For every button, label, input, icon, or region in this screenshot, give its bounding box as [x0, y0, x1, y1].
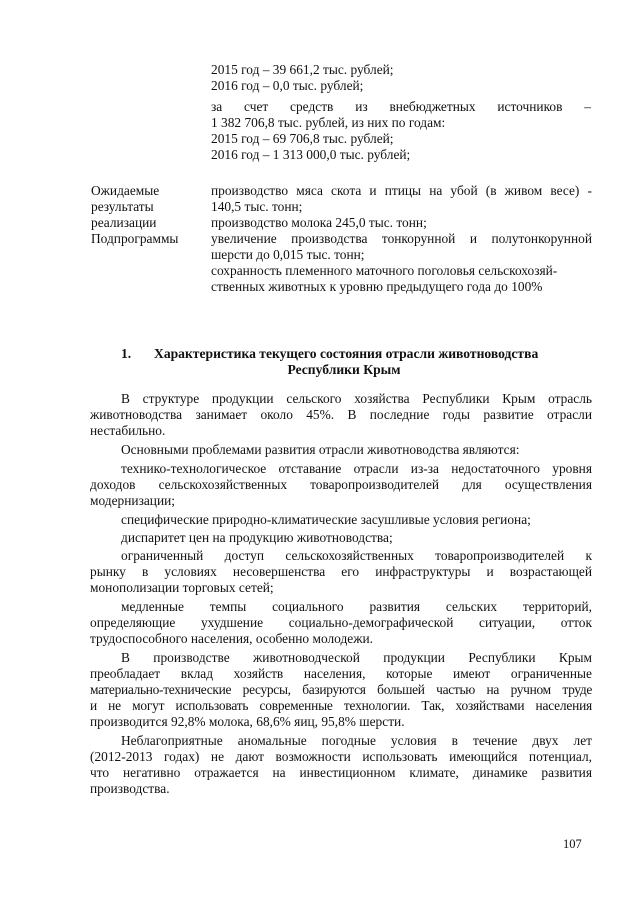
- results-label-line: реализации: [91, 215, 157, 230]
- body-line: нестабильно.: [90, 423, 166, 438]
- section-title-line-1: Характеристика текущего состояния отрасли животноводства: [154, 346, 539, 361]
- body-line: определяющие ухудшение социально-демографической ситуации, отток: [90, 615, 592, 630]
- funding-word: средств: [290, 99, 334, 114]
- funding-line-5: 2015 год – 69 706,8 тыс. рублей;: [211, 131, 394, 146]
- funding-word: из: [355, 99, 368, 114]
- body-line: животноводства занимает около 45%. В последние годы развитие отрасли: [90, 407, 592, 422]
- results-text-line: производство мяса скота и птицы на убой (в живом весе) -: [211, 183, 592, 198]
- funding-line-6: 2016 год – 1 313 000,0 тыс. рублей;: [211, 147, 411, 162]
- results-text-line: ственных животных к уровню предыдущего года до 100%: [211, 279, 543, 294]
- funding-word: за: [211, 99, 223, 114]
- funding-word: внебюджетных: [389, 99, 476, 114]
- results-label-line: Подпрограммы: [91, 231, 179, 246]
- body-line: производства.: [90, 781, 170, 796]
- funding-word: –: [584, 99, 591, 114]
- body-line: доходов сельскохозяйственных товаропроизводителей для осуществления: [90, 477, 592, 492]
- body-line: модернизации;: [90, 493, 176, 508]
- results-text-line: шерсти до 0,015 тыс. тонн;: [211, 247, 365, 262]
- body-line: производится 92,8% молока, 68,6% яиц, 95,8% шерсти.: [90, 714, 405, 729]
- body-line: специфические природно-климатические засушливые условия региона;: [121, 512, 531, 527]
- results-label-line: Ожидаемые: [91, 183, 160, 198]
- body-line: Неблагоприятные аномальные погодные условия в течение двух лет: [121, 733, 592, 748]
- body-line: В производстве животноводческой продукции Республики Крым: [121, 650, 592, 665]
- body-line: что негативно отражается на инвестиционном климате, динамике развития: [90, 765, 592, 780]
- section-title-line-2: Республики Крым: [287, 362, 401, 377]
- body-line: рынку в условиях несовершенства его инфраструктуры и возрастающей: [90, 564, 592, 579]
- body-line: Основными проблемами развития отрасли животноводства являются:: [121, 442, 520, 457]
- results-text-line: 140,5 тыс. тонн;: [211, 199, 303, 214]
- body-line: материально-технические ресурсы, базируются большей частью на ручном труде: [90, 682, 592, 697]
- results-text-line: сохранность племенного маточного поголовья сельскохозяй-: [211, 263, 558, 278]
- funding-line-1: 2015 год – 39 661,2 тыс. рублей;: [211, 62, 394, 77]
- body-line: трудоспособного населения, особенно молодежи.: [90, 631, 373, 646]
- results-text-line: производство молока 245,0 тыс. тонн;: [211, 215, 427, 230]
- body-line: (2012-2013 годах) не дают возможности использовать имеющийся потенциал,: [90, 749, 592, 764]
- funding-word: счет: [244, 99, 269, 114]
- body-line: В структуре продукции сельского хозяйства Республики Крым отрасль: [121, 391, 592, 406]
- section-number: 1.: [121, 346, 132, 361]
- body-line: преобладает вклад хозяйств населения, которые имеют ограниченные: [90, 666, 592, 681]
- body-line: технико-технологическое отставание отрасли из-за недостаточного уровня: [121, 461, 592, 476]
- results-label-line: результаты: [91, 199, 154, 214]
- funding-line-3: [211, 99, 591, 115]
- body-line: и не могут использовать современные технологии. Так, хозяйствами населения: [90, 698, 592, 713]
- funding-line-2: 2016 год – 0,0 тыс. рублей;: [211, 78, 364, 93]
- funding-line-4: 1 382 706,8 тыс. рублей, из них по годам:: [211, 115, 446, 130]
- body-line: ограниченный доступ сельскохозяйственных товаропроизводителей к: [121, 548, 592, 563]
- page-number: 107: [563, 837, 582, 851]
- body-line: медленные темпы социального развития сельских территорий,: [121, 599, 592, 614]
- body-line: монополизации торговых сетей;: [90, 580, 274, 595]
- funding-word: источников: [497, 99, 563, 114]
- results-text-line: увеличение производства тонкорунной и полутонкорунной: [211, 231, 592, 246]
- body-line: диспаритет цен на продукцию животноводства;: [121, 530, 393, 545]
